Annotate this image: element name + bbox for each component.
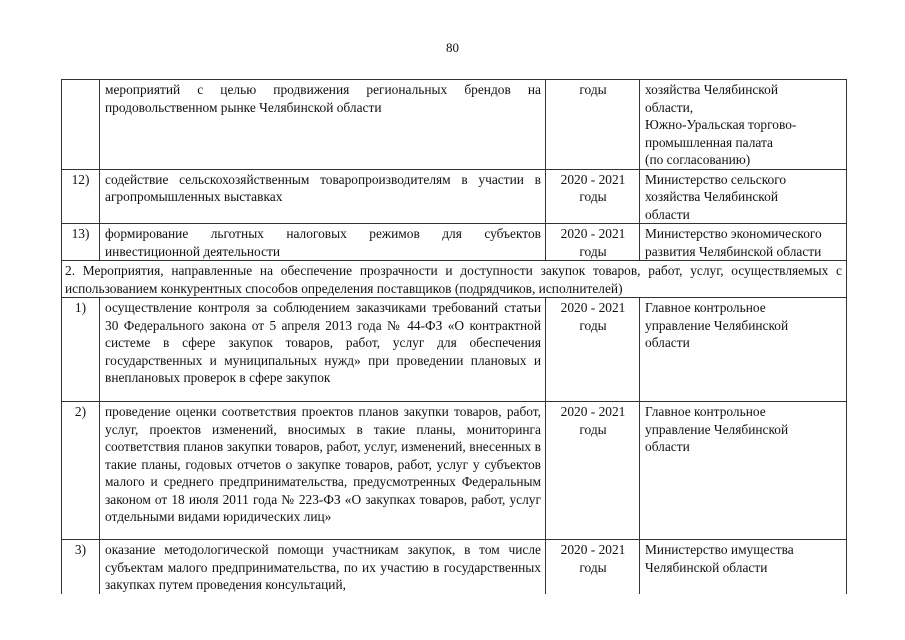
executor-line: Министерство сельского [645, 171, 787, 187]
responsible-executor [640, 224, 847, 261]
row-number [62, 80, 100, 170]
executor-line: Главное контрольное [645, 300, 766, 315]
measure-description: содействие сельскохозяйственным товаропроизводителям в участии в агропромышленных выставках [100, 169, 546, 224]
executor-line: управление Челябинской [645, 317, 789, 333]
responsible-executor [640, 80, 847, 170]
row-number: 3) [62, 540, 100, 594]
responsible-executor [640, 540, 847, 594]
executor-line: Министерство имущества [645, 542, 794, 557]
executor-line: Главное контрольное [645, 404, 766, 419]
measure-description: оказание методологической помощи участникам закупок, в том числе субъектам малого предпринимательства, по их участию в государственных закупках путем проведения консультаций, [100, 540, 546, 594]
table-row [62, 80, 847, 170]
row-number: 12) [62, 169, 100, 224]
implementation-period: 2020 - 2021 годы [546, 402, 640, 540]
executor-line: промышленная палата [645, 134, 773, 150]
row-number: 13) [62, 224, 100, 261]
measure-description: проведение оценки соответствия проектов планов закупки товаров, работ, услуг, проектов изменений, вносимых в такие планы, мониторинга соответствия планов закупки товаров, работ, услуг, изменений, внесенных в такие планы, годовых отчетов о закупке товаров, работ, услуг у субъектов малого и среднего предпринимательства, предусмотренных Федеральным законом от 18 июля 2011 года № 223-ФЗ «О закупках товаров, работ, услуг отдельными видами юридических лиц» [100, 402, 546, 540]
executor-line: Челябинской области [645, 559, 768, 575]
row-number: 2) [62, 402, 100, 540]
executor-line: области [645, 439, 690, 454]
table-row [62, 169, 847, 224]
executor-line: области, [645, 99, 694, 115]
section-heading: 2. Мероприятия, направленные на обеспечение прозрачности и доступности закупок товаров, работ, услуг, осуществляемых с использованием конкурентных способов определения поставщиков (подрядчиков, исполнителей) [62, 261, 847, 298]
measures-table [61, 79, 847, 594]
responsible-executor [640, 402, 847, 540]
implementation-period: годы [546, 80, 640, 170]
executor-line: Южно-Уральская торгово- [645, 117, 797, 132]
executor-line: Министерство экономического [645, 226, 822, 241]
executor-line: хозяйства Челябинской [645, 189, 778, 204]
executor-line: области [645, 335, 690, 350]
responsible-executor [640, 169, 847, 224]
page-number: 80 [446, 40, 459, 55]
executor-line: хозяйства Челябинской [645, 82, 778, 97]
implementation-period: 2020 - 2021 годы [546, 224, 640, 261]
table-row [62, 298, 847, 402]
section-row [62, 261, 847, 298]
row-number: 1) [62, 298, 100, 402]
measure-description: осуществление контроля за соблюдением заказчиками требований статьи 30 Федерального закона от 5 апреля 2013 года № 44-ФЗ «О контрактной системе в сфере закупок товаров, работ, услуг для обеспечения государственных и муниципальных нужд» при проведении плановых и внеплановых проверок в сфере закупок [100, 298, 546, 402]
implementation-period: 2020 - 2021 годы [546, 298, 640, 402]
measure-description: формирование льготных налоговых режимов для субъектов инвестиционной деятельности [100, 224, 546, 261]
table-row [62, 402, 847, 540]
implementation-period: 2020 - 2021 годы [546, 169, 640, 224]
executor-line: развития Челябинской области [645, 243, 822, 259]
executor-line: области [645, 206, 690, 222]
measure-description: мероприятий с целью продвижения региональных брендов на продовольственном рынке Челябинской области [100, 80, 546, 170]
executor-line: (по согласованию) [645, 152, 751, 167]
table-row [62, 540, 847, 594]
executor-line: управление Челябинской [645, 421, 789, 437]
implementation-period: 2020 - 2021 годы [546, 540, 640, 594]
table-row [62, 224, 847, 261]
responsible-executor [640, 298, 847, 402]
